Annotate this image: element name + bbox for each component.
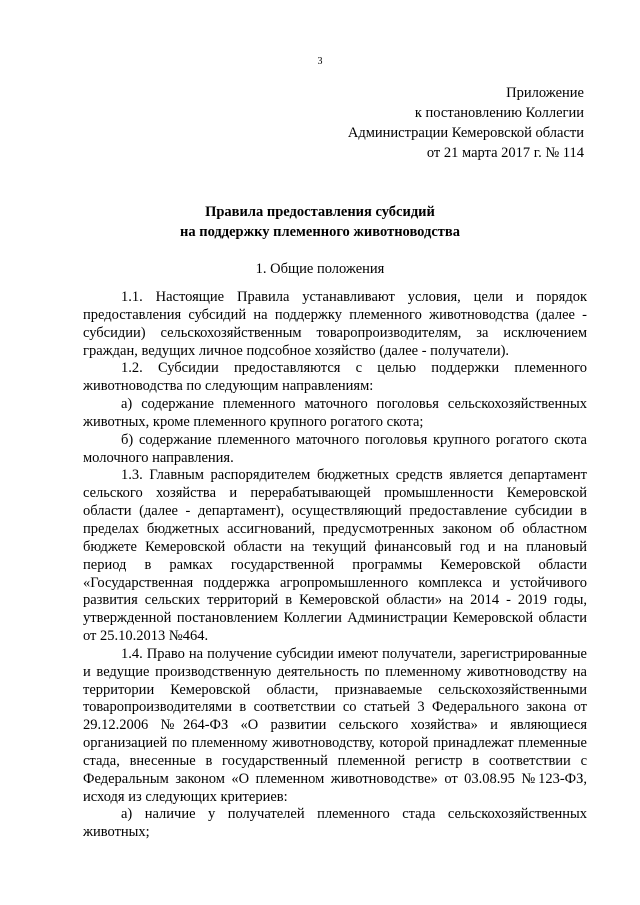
paragraph-1-1: 1.1. Настоящие Правила устанавливают условия, цели и порядок предоставления субсидий на поддержку племенного животноводства (далее - субсидии) сельскохозяйственным товаропроизводителям, за исключением граждан, ведущих личное подсобное хозяйство (далее - получатели). [83,289,587,359]
title-line: Правила предоставления субсидий [205,204,435,220]
paragraph-1-2-a: а) содержание племенного маточного поголовья сельскохозяйственных животных, кроме племенного крупного рогатого скота; [83,396,587,430]
appendix-line: Администрации Кемеровской области [347,125,584,141]
document-title [0,202,640,242]
title-line: на поддержку племенного животноводства [180,224,460,240]
paragraph-1-3: 1.3. Главным распорядителем бюджетных средств является департамент сельского хозяйства и перерабатывающей промышленности Кемеровской области (далее - департамент), осуществляющий предоставление субсидии в пределах бюджетных ассигнований, предусмотренных законом об областном бюджете Кемеровской области на текущий финансовый год и на плановый период в рамках государственной программы Кемеровской области «Государственная поддержка агропромышленного комплекса и устойчивого развития сельских территорий в Кемеровской области» на 2014 - 2019 годы, утвержденной постановлением Коллегии Администрации Кемеровской области от 25.10.2013 №464. [83,467,587,645]
paragraph-1-2: 1.2. Субсидии предоставляются с целью поддержки племенного животноводства по следующим направлениям: [83,360,587,395]
appendix-block [348,83,584,163]
appendix-line: от 21 марта 2017 г. № 114 [426,145,584,161]
paragraph-1-4-a: а) наличие у получателей племенного стада сельскохозяйственных животных; [83,806,587,841]
paragraph-1-4: 1.4. Право на получение субсидии имеют получатели, зарегистрированные и ведущие производственную деятельность по племенному животноводству на территории Кемеровской области, признаваемые сельскохозяйственными товаропроизводителями в соответствии со статьей 3 Федерального закона от 29.12.2006 №264-ФЗ «О развитии сельского хозяйства» и являющиеся организацией по племенному животноводству, которой принадлежат племенные стада, внесенные в государственный племенной регистр в соответствии с Федеральным законом «О племенном животноводстве» от 03.08.95 №123-ФЗ, исходя из следующих критериев: [83,645,587,805]
document-body [83,289,587,842]
page-number: 3 [317,56,323,67]
paragraph-1-2-b: б) содержание племенного маточного поголовья крупного рогатого скота молочного направления. [83,431,587,466]
appendix-line: к постановлению Коллегии [414,105,584,121]
appendix-line: Приложение [506,85,584,101]
section-heading: 1. Общие положения [255,261,385,277]
